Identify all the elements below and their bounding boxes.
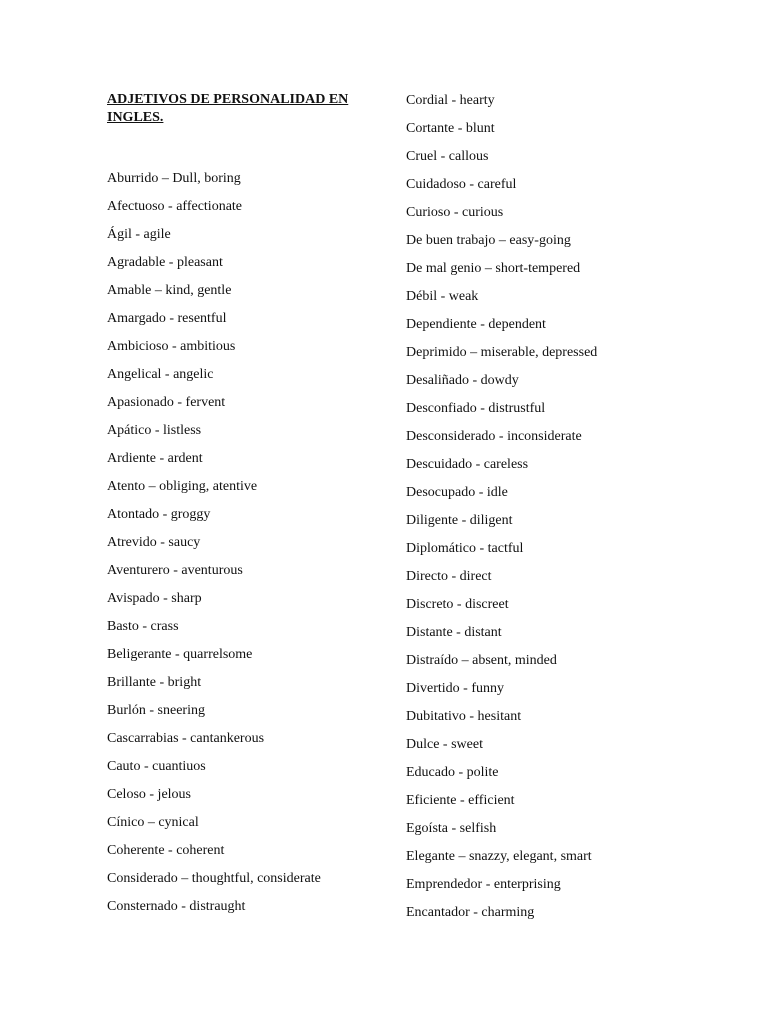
vocabulary-entry: Deprimido – miserable, depressed <box>406 345 598 360</box>
vocabulary-entry: Desconfiado - distrustful <box>406 401 546 416</box>
vocabulary-entry: Diligente - diligent <box>406 513 513 528</box>
vocabulary-entry: Débil - weak <box>406 289 479 304</box>
vocabulary-entry: Discreto - discreet <box>406 597 509 612</box>
vocabulary-entry: Distraído – absent, minded <box>406 653 557 668</box>
vocabulary-entry: Basto - crass <box>107 619 179 634</box>
vocabulary-entry: Atento – obliging, atentive <box>107 479 258 494</box>
vocabulary-entry: Amargado - resentful <box>107 311 227 326</box>
vocabulary-entry: Apático - listless <box>107 423 202 438</box>
vocabulary-entry: Desocupado - idle <box>406 485 508 500</box>
vocabulary-entry: Desaliñado - dowdy <box>406 373 519 388</box>
left-word-list <box>107 165 367 921</box>
title-spacer <box>107 127 367 165</box>
vocabulary-entry: Desconsiderado - inconsiderate <box>406 429 582 444</box>
vocabulary-entry: Ambicioso - ambitious <box>107 339 236 354</box>
vocabulary-entry: Dulce - sweet <box>406 737 483 752</box>
vocabulary-entry: Beligerante - quarrelsome <box>107 647 253 662</box>
vocabulary-entry: Coherente - coherent <box>107 843 225 858</box>
vocabulary-entry: Cínico – cynical <box>107 815 199 830</box>
right-word-list <box>406 87 726 927</box>
vocabulary-entry: Considerado – thoughtful, considerate <box>107 871 321 886</box>
vocabulary-entry: Cascarrabias - cantankerous <box>107 731 265 746</box>
vocabulary-entry: De buen trabajo – easy-going <box>406 233 571 248</box>
vocabulary-entry: Encantador - charming <box>406 905 535 920</box>
vocabulary-entry: Educado - polite <box>406 765 499 780</box>
vocabulary-entry: Ardiente - ardent <box>107 451 203 466</box>
vocabulary-entry: Burlón - sneering <box>107 703 205 718</box>
vocabulary-entry: Curioso - curious <box>406 205 504 220</box>
vocabulary-entry: De mal genio – short-tempered <box>406 261 581 276</box>
vocabulary-entry: Amable – kind, gentle <box>107 283 232 298</box>
vocabulary-entry: Dubitativo - hesitant <box>406 709 522 724</box>
vocabulary-entry: Directo - direct <box>406 569 492 584</box>
vocabulary-entry: Brillante - bright <box>107 675 202 690</box>
vocabulary-entry: Angelical - angelic <box>107 367 214 382</box>
right-column <box>406 91 726 927</box>
vocabulary-entry: Cuidadoso - careful <box>406 177 517 192</box>
vocabulary-entry: Cortante - blunt <box>406 121 495 136</box>
vocabulary-entry: Emprendedor - enterprising <box>406 877 561 892</box>
vocabulary-entry: Cordial - hearty <box>406 93 495 108</box>
document-title: ADJETIVOS DE PERSONALIDAD EN INGLES. <box>107 92 349 125</box>
vocabulary-entry: Atrevido - saucy <box>107 535 201 550</box>
vocabulary-entry: Dependiente - dependent <box>406 317 546 332</box>
left-column <box>107 91 367 921</box>
vocabulary-entry: Descuidado - careless <box>406 457 529 472</box>
vocabulary-entry: Aburrido – Dull, boring <box>107 171 241 186</box>
vocabulary-entry: Celoso - jelous <box>107 787 191 802</box>
vocabulary-entry: Atontado - groggy <box>107 507 211 522</box>
vocabulary-entry: Elegante – snazzy, elegant, smart <box>406 849 592 864</box>
vocabulary-entry: Cauto - cuantiuos <box>107 759 206 774</box>
vocabulary-entry: Egoísta - selfish <box>406 821 497 836</box>
vocabulary-entry: Eficiente - efficient <box>406 793 515 808</box>
vocabulary-entry: Agradable - pleasant <box>107 255 223 270</box>
vocabulary-entry: Cruel - callous <box>406 149 489 164</box>
vocabulary-entry: Apasionado - fervent <box>107 395 226 410</box>
vocabulary-entry: Aventurero - aventurous <box>107 563 243 578</box>
vocabulary-entry: Diplomático - tactful <box>406 541 524 556</box>
vocabulary-entry: Afectuoso - affectionate <box>107 199 243 214</box>
vocabulary-entry: Ágil - agile <box>107 227 171 242</box>
vocabulary-entry: Distante - distant <box>406 625 502 640</box>
vocabulary-entry: Consternado - distraught <box>107 899 246 914</box>
vocabulary-entry: Avispado - sharp <box>107 591 202 606</box>
vocabulary-entry: Divertido - funny <box>406 681 504 696</box>
